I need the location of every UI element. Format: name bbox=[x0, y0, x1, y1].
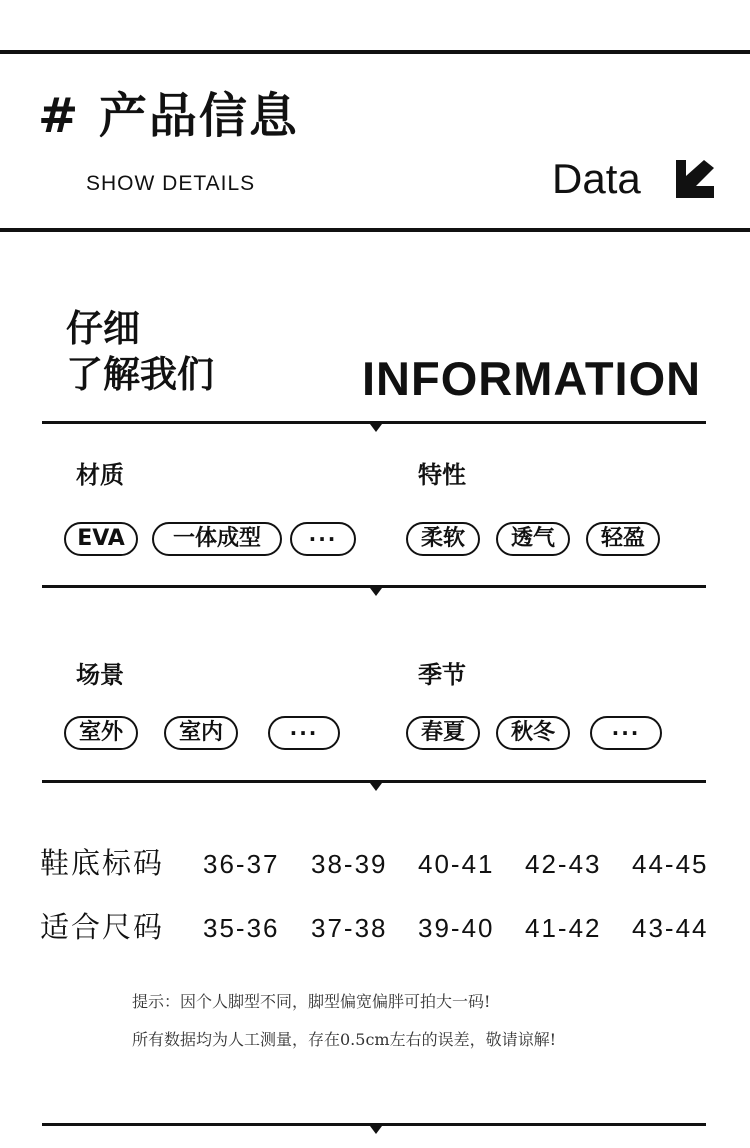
category-label-feature: 特性 bbox=[418, 461, 466, 489]
shoe-size-label: 鞋底标码 bbox=[40, 846, 165, 880]
category-label-season: 季节 bbox=[418, 661, 466, 689]
size-tip-note: 提示：因个人脚型不同，脚型偏宽偏胖可拍大一码! bbox=[132, 992, 491, 1011]
shoe-size-value: 44-45 bbox=[632, 849, 709, 879]
shoe-size-value: 38-39 bbox=[311, 849, 388, 879]
fit-size-value: 35-36 bbox=[203, 913, 280, 943]
header-top-rule bbox=[0, 50, 750, 54]
fit-size-value: 39-40 bbox=[418, 913, 495, 943]
tag-material-one-piece: 一体成型 bbox=[152, 522, 282, 556]
divider-notch bbox=[370, 1126, 382, 1134]
info-heading-cn bbox=[66, 306, 214, 398]
measurement-note: 所有数据均为人工测量，存在0.5cm左右的误差，敬请谅解! bbox=[132, 1030, 557, 1049]
data-label: Data bbox=[552, 155, 641, 202]
tag-season-spring-summer: 春夏 bbox=[406, 716, 480, 750]
shoe-size-value: 40-41 bbox=[418, 849, 495, 879]
tag-scene-indoor: 室内 bbox=[164, 716, 238, 750]
fit-size-value: 43-44 bbox=[632, 913, 709, 943]
fit-size-label: 适合尺码 bbox=[40, 910, 165, 944]
tag-scene-more: ··· bbox=[268, 716, 340, 750]
divider-notch bbox=[370, 783, 382, 791]
arrow-down-left-icon bbox=[676, 160, 714, 198]
tag-feature-light: 轻盈 bbox=[586, 522, 660, 556]
tag-feature-breathable: 透气 bbox=[496, 522, 570, 556]
info-heading-cn-line1: 仔细 bbox=[66, 307, 140, 350]
divider-notch bbox=[370, 424, 382, 432]
tag-material-eva: EVA bbox=[64, 522, 138, 556]
category-label-material: 材质 bbox=[76, 461, 124, 489]
fit-size-value: 37-38 bbox=[311, 913, 388, 943]
header-bottom-rule bbox=[0, 228, 750, 232]
category-label-scene: 场景 bbox=[76, 661, 124, 689]
shoe-size-value: 42-43 bbox=[525, 849, 602, 879]
shoe-size-value: 36-37 bbox=[203, 849, 280, 879]
info-heading-cn-line2: 了解我们 bbox=[66, 353, 214, 396]
tag-scene-outdoor: 室外 bbox=[64, 716, 138, 750]
divider-notch bbox=[370, 588, 382, 596]
section-title: # 产品信息 bbox=[38, 88, 299, 144]
section-subtitle: SHOW DETAILS bbox=[86, 172, 256, 195]
tag-season-more: ··· bbox=[590, 716, 662, 750]
tag-season-autumn-winter: 秋冬 bbox=[496, 716, 570, 750]
tag-material-more: ··· bbox=[290, 522, 356, 556]
fit-size-value: 41-42 bbox=[525, 913, 602, 943]
info-heading-en: INFORMATION bbox=[362, 352, 702, 405]
tag-feature-soft: 柔软 bbox=[406, 522, 480, 556]
